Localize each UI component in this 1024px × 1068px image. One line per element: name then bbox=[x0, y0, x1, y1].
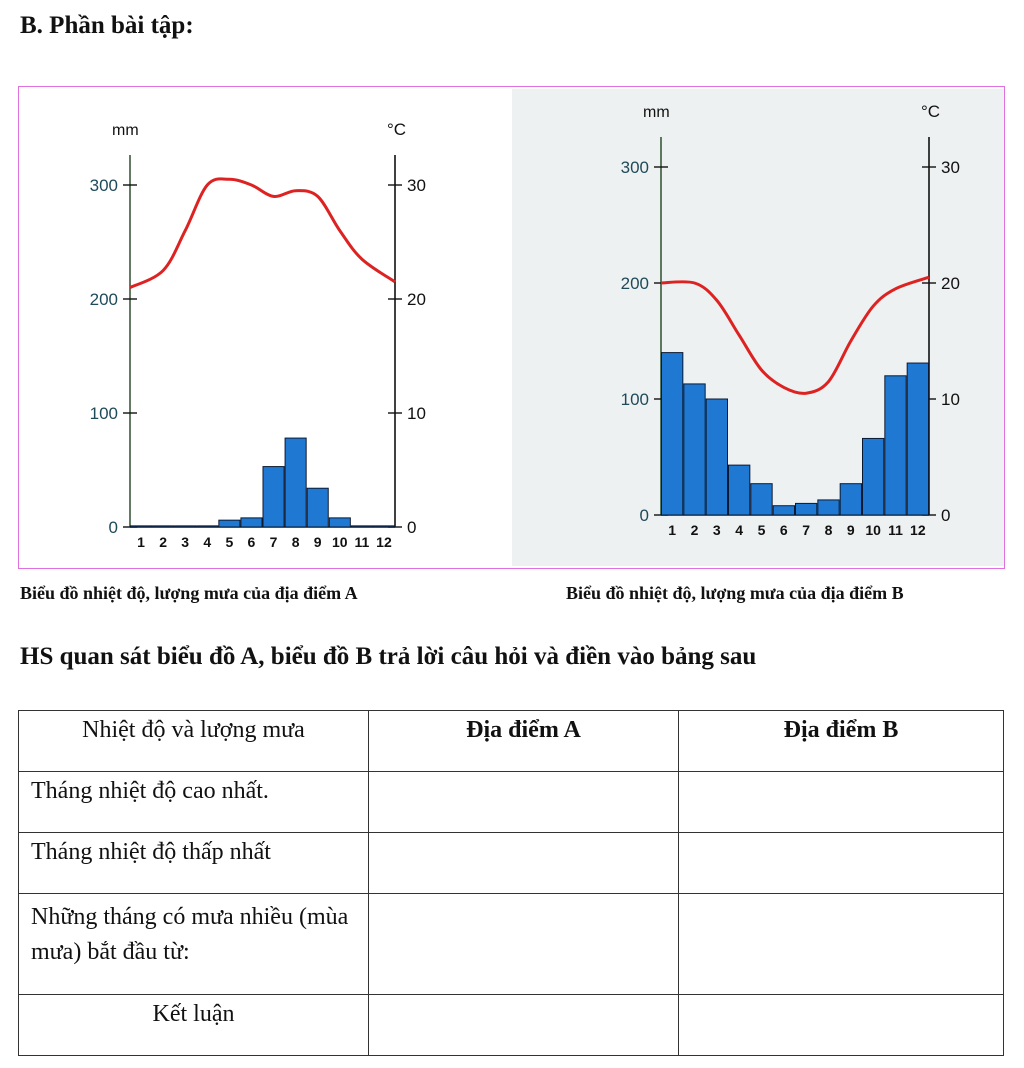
chart-b-month-label: 12 bbox=[910, 522, 926, 538]
chart-b-caption: Biểu đồ nhiệt độ, lượng mưa của địa điểm B bbox=[566, 583, 904, 603]
chart-a-left-tick-label: 200 bbox=[89, 290, 118, 309]
chart-a-month-label: 11 bbox=[354, 534, 370, 550]
chart-b-rain-bar bbox=[706, 399, 727, 515]
chart-a-month-label: 6 bbox=[247, 534, 256, 550]
answer-table bbox=[18, 710, 1004, 1056]
table-row bbox=[19, 894, 1004, 995]
chart-a-rain-bar bbox=[263, 467, 284, 527]
chart-b-rain-bar bbox=[773, 506, 794, 515]
chart-b-month-label: 9 bbox=[846, 522, 855, 538]
chart-a-rain-bar bbox=[351, 526, 372, 527]
chart-a-rain-bar bbox=[307, 488, 328, 527]
chart-a-rain-bar bbox=[219, 520, 240, 527]
chart-a-month-label: 1 bbox=[137, 534, 145, 550]
chart-b-left-tick-label: 100 bbox=[620, 390, 649, 409]
chart-b-rain-bar bbox=[885, 376, 906, 515]
chart-a-left-unit: mm bbox=[112, 122, 139, 139]
chart-a-rain-bar bbox=[153, 526, 174, 527]
chart-a-rain-bar bbox=[175, 526, 196, 527]
header-criteria: Nhiệt độ và lượng mưa bbox=[19, 711, 369, 772]
chart-b-rain-bar bbox=[840, 484, 861, 515]
chart-b-month-label: 1 bbox=[668, 522, 677, 538]
chart-a-right-tick-label: 10 bbox=[407, 404, 426, 423]
header-location-b: Địa điểm B bbox=[679, 711, 1004, 772]
row-label-rainy-season: Những tháng có mưa nhiều (mùa mưa) bắt đầu từ: bbox=[19, 894, 369, 995]
answer-cell-a-rainy[interactable] bbox=[369, 894, 679, 995]
chart-b-month-label: 5 bbox=[757, 522, 766, 538]
table-header-row bbox=[19, 711, 1004, 772]
chart-b-rain-bar bbox=[662, 353, 683, 515]
chart-a-month-label: 4 bbox=[203, 534, 212, 550]
chart-b-rain-bar bbox=[729, 465, 750, 515]
chart-b-rain-bar bbox=[751, 484, 772, 515]
chart-b-rain-bar bbox=[684, 384, 705, 515]
section-heading: B. Phần bài tập: bbox=[20, 12, 194, 39]
chart-b-month-label: 11 bbox=[888, 522, 903, 538]
chart-a-rain-bar bbox=[285, 438, 306, 527]
chart-a-month-label: 10 bbox=[332, 534, 348, 550]
chart-a-month-label: 9 bbox=[313, 534, 322, 550]
chart-a-month-label: 3 bbox=[181, 534, 190, 550]
answer-cell-a-conclusion[interactable] bbox=[369, 995, 679, 1056]
chart-a-left-tick-label: 0 bbox=[108, 518, 118, 537]
answer-cell-b-conclusion[interactable] bbox=[679, 995, 1004, 1056]
chart-b-left-tick-label: 0 bbox=[639, 506, 649, 525]
chart-b-rain-bar bbox=[907, 363, 928, 515]
chart-b-right-tick-label: 0 bbox=[941, 506, 951, 525]
table-row bbox=[19, 995, 1004, 1056]
chart-b-month-label: 7 bbox=[802, 522, 811, 538]
chart-a-right-tick-label: 20 bbox=[407, 290, 426, 309]
charts-frame bbox=[18, 86, 1005, 569]
chart-a-rain-bar bbox=[329, 518, 350, 527]
row-label-lowest-temp: Tháng nhiệt độ thấp nhất bbox=[19, 833, 369, 894]
chart-a-month-label: 8 bbox=[291, 534, 300, 550]
chart-a-month-label: 12 bbox=[376, 534, 392, 550]
table-row bbox=[19, 833, 1004, 894]
chart-a-right-unit: °C bbox=[387, 120, 407, 139]
chart-b-month-label: 10 bbox=[865, 522, 881, 538]
chart-b-rain-bar bbox=[796, 503, 817, 515]
chart-b-left-tick-label: 300 bbox=[620, 158, 649, 177]
chart-b-right-unit: °C bbox=[921, 102, 941, 121]
chart-a-rain-bar bbox=[131, 526, 152, 527]
header-location-a: Địa điểm A bbox=[369, 711, 679, 772]
chart-b-left-unit: mm bbox=[643, 104, 670, 121]
answer-cell-b-rainy[interactable] bbox=[679, 894, 1004, 995]
answer-cell-b-lowest[interactable] bbox=[679, 833, 1004, 894]
chart-b-right-tick-label: 10 bbox=[941, 390, 960, 409]
chart-a-right-tick-label: 0 bbox=[407, 518, 417, 537]
chart-a-rain-bar bbox=[241, 518, 262, 527]
chart-a-month-label: 2 bbox=[159, 534, 168, 550]
table-row bbox=[19, 772, 1004, 833]
answer-cell-b-highest[interactable] bbox=[679, 772, 1004, 833]
chart-a-left-tick-label: 100 bbox=[89, 404, 118, 423]
chart-b-month-label: 3 bbox=[712, 522, 721, 538]
row-label-highest-temp: Tháng nhiệt độ cao nhất. bbox=[19, 772, 369, 833]
chart-b-rain-bar bbox=[863, 438, 884, 515]
chart-a-month-label: 5 bbox=[225, 534, 234, 550]
chart-b-month-label: 2 bbox=[690, 522, 699, 538]
row-label-conclusion: Kết luận bbox=[19, 995, 369, 1056]
chart-a-right-tick-label: 30 bbox=[407, 176, 426, 195]
chart-b-month-label: 6 bbox=[779, 522, 788, 538]
chart-b-month-label: 4 bbox=[735, 522, 744, 538]
chart-a-caption: Biểu đồ nhiệt độ, lượng mưa của địa điểm A bbox=[20, 583, 358, 603]
chart-a-left-tick-label: 300 bbox=[89, 176, 118, 195]
chart-a-rain-bar bbox=[373, 526, 394, 527]
chart-b-right-tick-label: 30 bbox=[941, 158, 960, 177]
answer-cell-a-lowest[interactable] bbox=[369, 833, 679, 894]
chart-a-month-label: 7 bbox=[269, 534, 278, 550]
climate-charts bbox=[19, 87, 1004, 568]
answer-cell-a-highest[interactable] bbox=[369, 772, 679, 833]
chart-b-right-tick-label: 20 bbox=[941, 274, 960, 293]
chart-a-temperature-line bbox=[130, 179, 395, 288]
chart-a-rain-bar bbox=[197, 526, 218, 527]
instruction-text: HS quan sát biểu đồ A, biểu đồ B trả lời câu hỏi và điền vào bảng sau bbox=[20, 643, 757, 670]
chart-b-rain-bar bbox=[818, 500, 839, 515]
chart-b-month-label: 8 bbox=[824, 522, 833, 538]
chart-b-left-tick-label: 200 bbox=[620, 274, 649, 293]
